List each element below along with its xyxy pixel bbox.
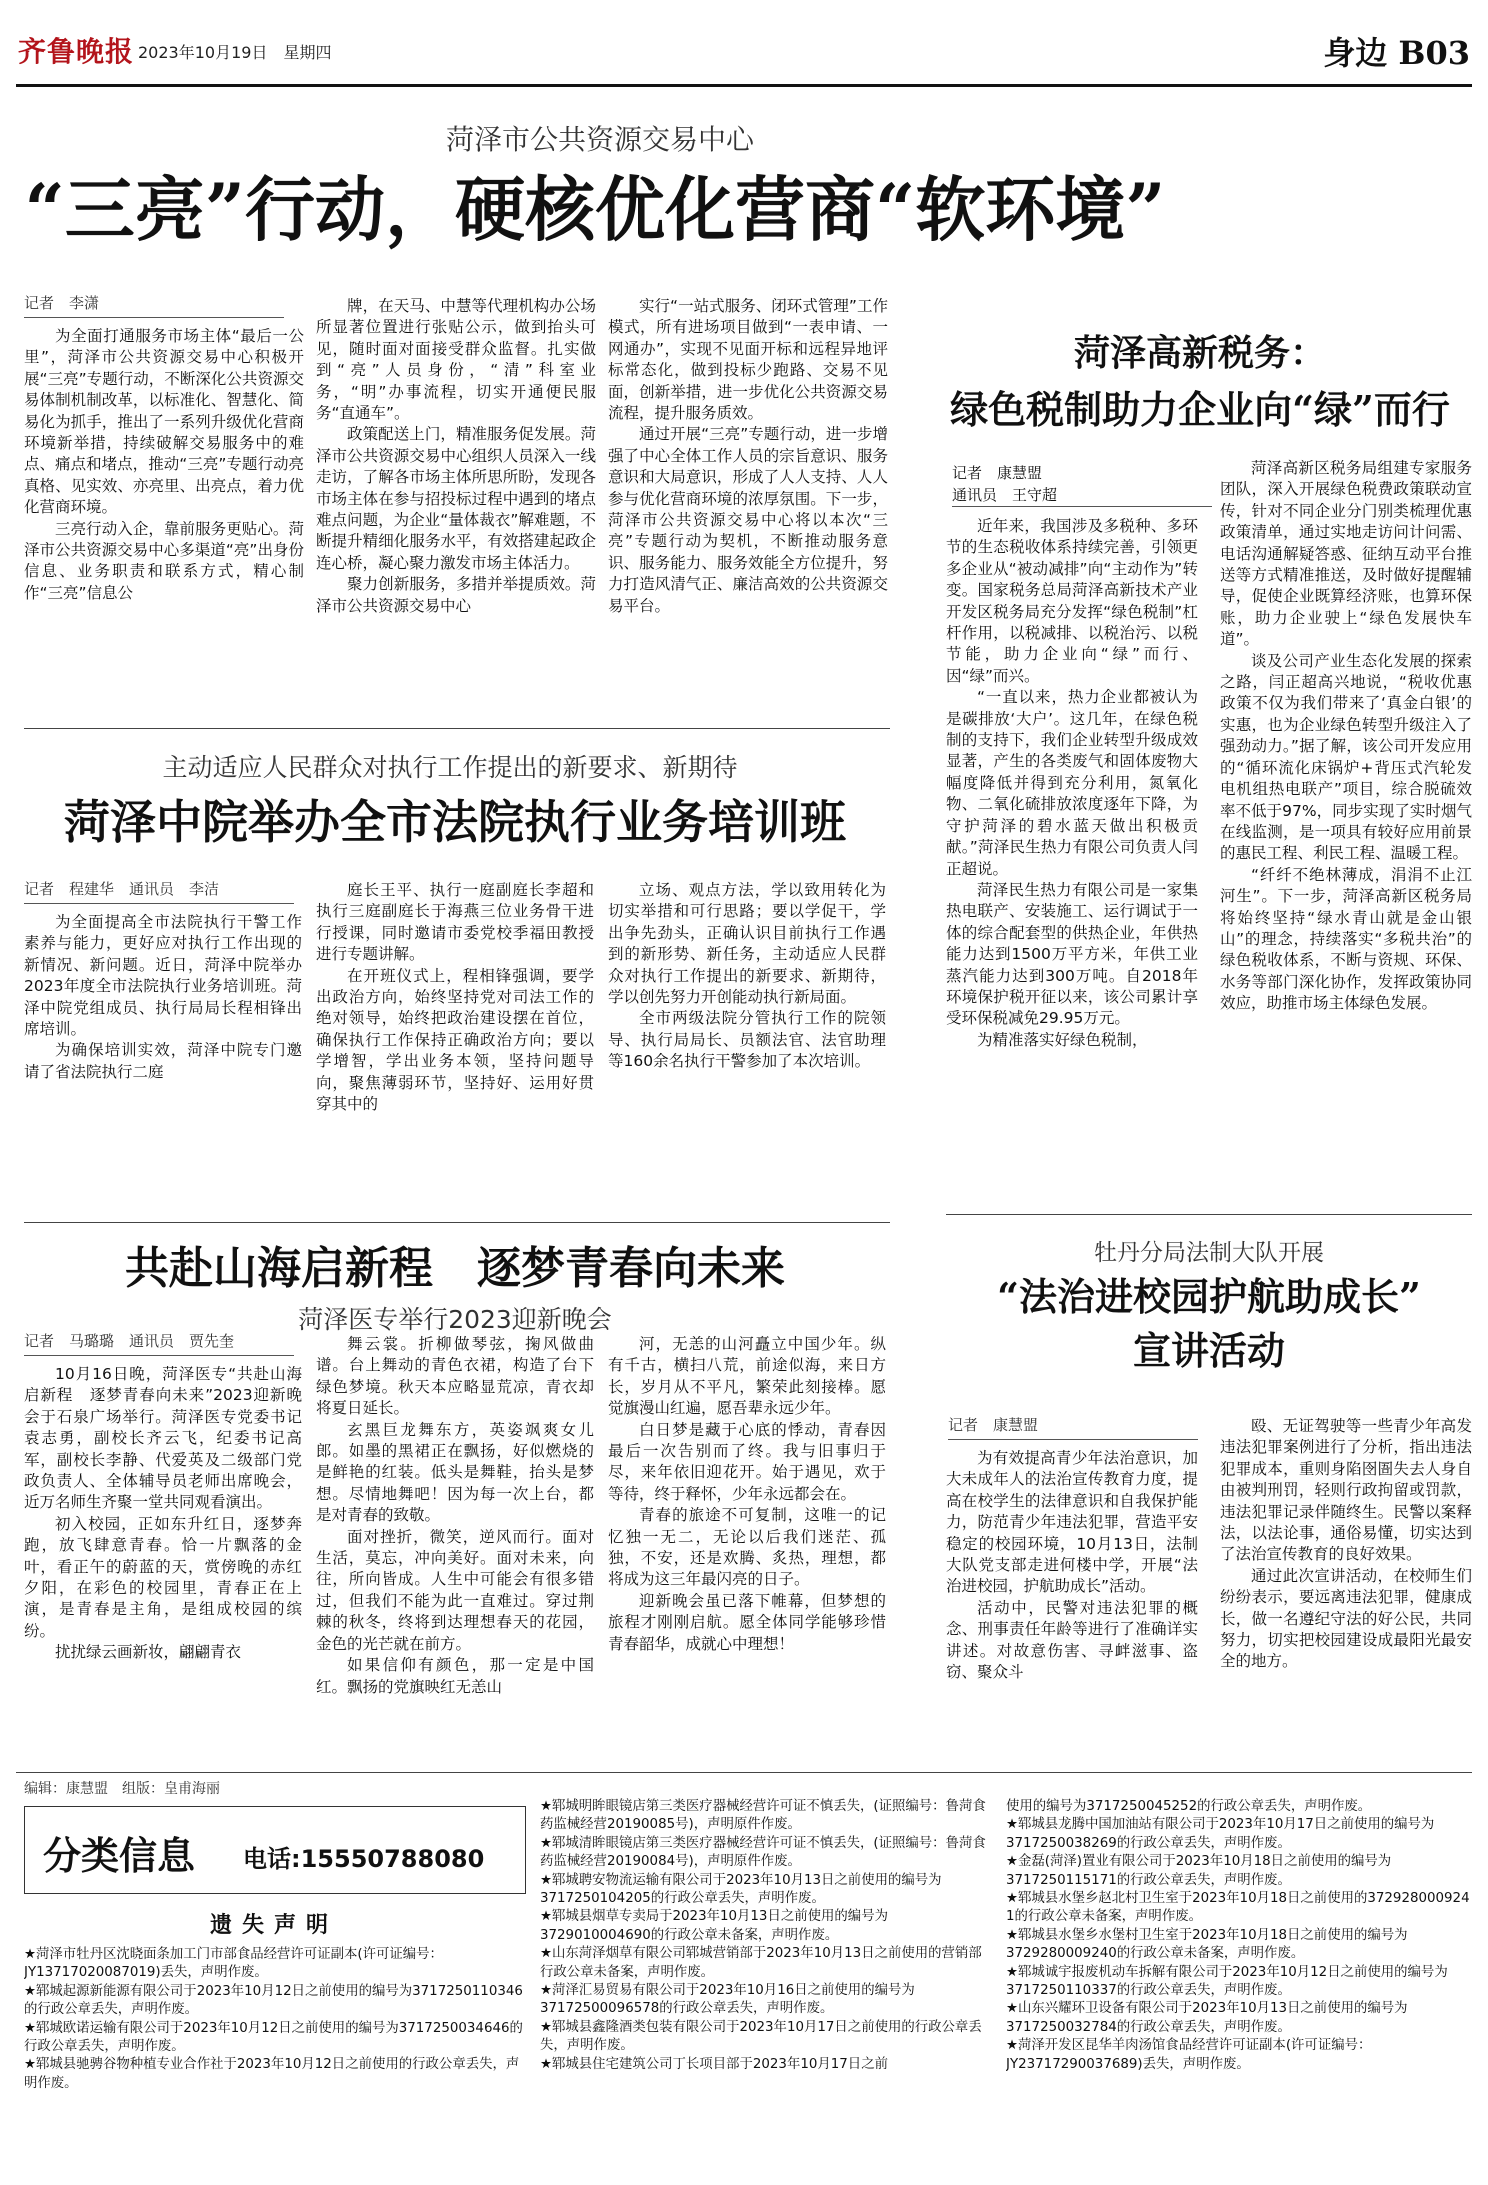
notice-item: ★郓城县水堡乡赵北村卫生室于2023年10月18日之前使用的372928000924​1的行政公章未备案，声明作废。 [1006,1891,1470,1925]
notice-item: ★郓城县鑫隆酒类包装有限公司于2023年10月17日之前使用的行政公章丢失，声明作废。 [540,2019,982,2054]
article3-column-3 [608,880,886,1212]
article3-title: 菏泽中院举办全市法院执行业务培训班 [64,795,846,849]
notice-item: ★郓城诚宇报废机动车拆解有限公司于2023年10月12日之前使用的编号为371725011033​7的行政公章丢失，声明作废。 [1006,1964,1448,1999]
article3-kicker: 主动适应人民群众对执行工作提出的新要求、新期待 [162,753,738,782]
masthead-date [138,40,331,63]
divider [16,1772,1472,1773]
section-label [1323,28,1470,74]
article2-title: 绿色税制助力企业向“绿”而行 [950,387,1450,432]
notice-item: ★金磊(菏泽)置业有限公司于2023年10月18日之前使用的编号为371725011517​1的行政公章丢失，声明作废。 [1006,1854,1392,1888]
paragraph: 牌，在天马、中慧等代理机构办公场所显著位置进行张贴公示，做到抬头可见，随时面对面接受群众监督。扎实做到“亮”人员身份，“清”科室业务，“明”办事流程，切实开通便民服务“直通车”。 [316,297,596,423]
article1-kicker: 菏泽市公共资源交易中心 [445,123,754,156]
paragraph: 菏泽民生热力有限公司是一家集热电联产、安装施工、运行调试于一体的综合配套型的供热企业，年供热能力达到1500万平方米，年供工业蒸汽能力达到300万吨。自2018年环境保护税开征以来，该公司累计享受环保税减免29.95万元。 [946,880,1198,1028]
byline-correspondent: 通讯员 王守超 [952,484,1212,507]
paragraph: 玄黑巨龙舞东方，英姿飒爽女儿郎。如墨的黑裙正在飘扬，好似燃烧的是鲜艳的红装。低头是舞鞋，抬头是梦想。尽情地舞吧！因为每一次上台，都是对青春的致敬。 [316,1420,594,1525]
paragraph: 全市两级法院分管执行工作的院领导、执行局局长、员额法官、法官助理等160余名执行干警参加了本次培训。 [608,1009,886,1071]
paragraph: 三亮行动入企，靠前服务更贴心。菏泽市公共资源交易中心多渠道“亮”出身份信息、业务职责和联系方式，精心制作“三亮”信息公 [24,519,304,602]
article5-column-1 [946,1448,1198,1760]
notice-item: ★山东兴耀环卫设备有限公司于2023年10月13日之前使用的编号为371725003278​4的行政公章丢失，声明作废。 [1006,2001,1408,2035]
notice-column-3 [1006,1798,1472,2178]
masthead-rule [16,84,1472,87]
paragraph: 谈及公司产业生态化发展的探索之路，闫正超高兴地说，“税收优惠政策不仅为我们带来了‘真金白银’的实惠，也为企业绿色转型升级注入了强劲动力。”据了解，该公司开发应用的“循环流化床锅炉+背压式汽轮发电机组热电联产”项目，综合脱硫效率不低于97%，同步实现了实时烟气在线监测，是一项具有较好应用前景的惠民工程、利民工程、温暖工程。 [1220,651,1472,863]
paragraph: 扰扰绿云画新妆，翩翩青衣 [55,1643,242,1662]
article1-column-1 [24,326,304,716]
notice-item: 使用的编号为371725004525​2的行政公章丢失，声明作废。 [1006,1799,1372,1814]
paragraph: 舞云裳。折柳做琴弦，掬风做曲谱。台上舞动的青色衣裙，构造了台下绿色梦境。秋天本应略显荒凉，青衣却将夏日延长。 [316,1335,594,1418]
date: 2023年10月19日 [138,43,268,62]
notice-item: ★菏泽开发区昆华羊肉汤馆食品经营许可证副本(许可证编号：JY23717290037689)丢失，声明作废。 [1006,2038,1372,2072]
paragraph: 迎新晚会虽已落下帷幕，但梦想的旅程才刚刚启航。愿全体同学能够珍惜青春韶华，成就心中理想！ [608,1591,886,1653]
article3-byline: 记者 程建华 通讯员 李洁 [24,878,294,904]
article5-byline: 记者 康慧盟 [948,1414,1198,1440]
notice-title: 遗失声明 [209,1913,338,1938]
page-number: B03 [1398,34,1470,72]
article5-column-2 [1220,1416,1472,1760]
paragraph: 活动中，民警对违法犯罪的概念、刑事责任年龄等进行了准确详实讲述。对故意伤害、寻衅滋事、盗窃、聚众斗 [946,1598,1198,1682]
classified-title: 分类信息 [43,1833,196,1878]
paragraph: 殴、无证驾驶等一些青少年高发违法犯罪案例进行了分析，指出违法犯罪成本，重则身陷囹圄失去人身自由被判刑罚，轻则行政拘留或罚款，违法犯罪记录伴随终生。民警以案释法，以法论事，通俗易懂，切实达到了法治宣传教育的良好效果。 [1220,1417,1472,1564]
editors-credit: 编辑：康慧盟 组版：皇甫海丽 [24,1781,220,1797]
notice-column-2 [540,1798,990,2178]
paragraph: 聚力创新服务，多措并举提质效。菏泽市公共资源交易中心 [316,575,596,615]
notice-item: ★郓城起源新能源有限公司于2023年10月12日之前使用的编号为371725011034​6的行政公章丢失，声明作废。 [24,1983,523,2018]
notice-item: ★郓城县驰骋谷物种植专业合作社于2023年10月12日之前使用的行政公章丢失，声明作废。 [24,2057,520,2091]
divider [946,1214,1472,1215]
article4-column-2 [316,1334,594,1760]
divider [24,728,890,729]
notice-item: ★菏泽市牡丹区沈晓面条加工门市部食品经营许可证副本(许可证编号：JY13717020087019)丢失，声明作废。 [24,1947,443,1981]
paragraph: 在开班仪式上，程相锋强调，要学出政治方向，始终坚持党对司法工作的绝对领导，始终把政治建设摆在首位，确保执行工作保持正确政治方向；要以学增智，学出业务本领，坚持问题导向，聚焦薄弱环节，坚持好、运用好贯穿其中的 [316,966,594,1114]
paragraph: 实行“一站式服务、闭环式管理”工作模式，所有进场项目做到“一表申请、一网通办”，实现不见面开标和远程异地评标常态化，做到投标少跑路、交易不见面，创新举措，进一步优化公共资源交易流程，提升服务质效。 [608,297,888,423]
paragraph: 为精准落实好绿色税制， [977,1030,1148,1049]
paragraph: 庭长王平、执行一庭副庭长李超和执行三庭副庭长于海燕三位业务骨干进行授课，同时邀请市委党校季福田教授进行专题讲解。 [316,881,594,964]
article5-kicker: 牡丹分局法制大队开展 [1094,1240,1324,1266]
divider [24,1222,890,1223]
paragraph: 近年来，我国涉及多税种、多环节的生态税收体系持续完善，引领更多企业从“被动减排”向“主动作为”转变。国家税务总局菏泽高新技术产业开发区税务局充分发挥“绿色税制”杠杆作用，以税减排、以税治污、以税节能，助力企业向“绿”而行、因“绿”而兴。 [946,517,1198,685]
notice-column-1 [24,1946,524,2176]
paragraph: 菏泽高新区税务局组建专家服务团队，深入开展绿色税费政策联动宣传，针对不同企业分门别类梳理优惠政策清单，通过实地走访问计问需、电话沟通解疑答惑、征纳互动平台推送等方式精准推送，及时做好提醒辅导，促使企业既算经济账，也算环保账，助力企业驶上“绿色发展快车道”。 [1220,459,1472,649]
notice-item: ★郓城县龙腾中国加油站有限公司于2023年10月17日之前使用的编号为371725003826​9的行政公章丢失，声明作废。 [1006,1817,1435,1851]
paragraph: “一直以来，热力企业都被认为是碳排放‘大户’。这几年，在绿色税制的支持下，我们企业转型升级成效显著，产生的各类废气和固体废物大幅度降低并得到充分利用，氮氧化物、二氧化硫排放浓度逐年下降，为守护菏泽的碧水蓝天做出积极贡献。”菏泽民生热力有限公司负责人闫正超说。 [946,688,1198,878]
paragraph: 为全面提高全市法院执行干警工作素养与能力，更好应对执行工作出现的新情况、新问题。近日，菏泽中院举办2023年度全市法院执行业务培训班。菏泽中院党组成员、执行局局长程相锋出席培训。 [24,913,302,1039]
notice-item: ★郓城欧诺运输有限公司于2023年10月12日之前使用的编号为371725003464​6的行政公章丢失，声明作废。 [24,2020,523,2055]
paragraph: “纤纤不绝林薄成，涓涓不止江河生”。下一步，菏泽高新区税务局将始终坚持“绿水青山就是金山银山”的理念，持续落实“多税共治”的绿色税收体系，不断与资规、环保、水务等部门深化协作，发挥政策协同效应，助推市场主体绿色发展。 [1220,865,1472,1013]
paragraph: 为全面打通服务市场主体“最后一公里”，菏泽市公共资源交易中心积极开展“三亮”专题行动，不断深化公共资源交易体制机制改革，以标准化、智慧化、简易化为抓手，推出了一系列升级优化营商环境新举措，持续破解交易服务中的难点、痛点和堵点，推动“三亮”专题行动亮真格、见实效、亦亮里、出亮点，着力优化营商环境。 [24,327,304,517]
section-name: 身边 [1323,34,1388,72]
notice-item: ★郓城聘安物流运输有限公司于2023年10月13日之前使用的编号为371725010420​5的行政公章丢失，声明作废。 [540,1872,942,1907]
paragraph: 10月16日晚，菏泽医专“共赴山海启新程 逐梦青春向未来”2023迎新晚会于石泉广场举行。菏泽医专党委书记袁志勇，副校长齐云飞，纪委书记高军，副校长李静、代爱英及二级部门党政负责人、全体辅导员老师出席晚会，近万名师生齐聚一堂共同观看演出。 [24,1365,302,1512]
paragraph: 青春的旅途不可复制，这唯一的记忆独一无二，无论以后我们迷茫、孤独，不安，还是欢腾、炙热，理想，都将成为这三年最闪亮的日子。 [608,1506,886,1589]
weekday: 星期四 [283,43,332,62]
article2-column-1 [946,516,1198,1606]
paragraph: 通过此次宣讲活动，在校师生们纷纷表示，要远离违法犯罪，健康成长，做一名遵纪守法的好公民，共同努力，切实把校园建设成最阳光最安全的地方。 [1220,1566,1472,1671]
paragraph: 如果信仰有颜色，那一定是中国红。飘扬的党旗映红无恙山 [316,1656,594,1696]
article4-column-1 [24,1364,302,1760]
article1-column-3 [608,296,888,716]
article1-title: “三亮”行动，硬核优化营商“软环境” [24,168,1166,251]
paragraph: 为有效提高青少年法治意识，加大未成年人的法治宣传教育力度，提高在校学生的法律意识和自我保护能力，防范青少年违法犯罪，营造平安稳定的校园环境，10月13日，法制大队党支部走进何楼中学，开展“法治进校园，护航助成长”活动。 [946,1449,1198,1596]
paragraph: 立场、观点方法，学以致用转化为切实举措和可行思路；要以学促干，学出争先劲头，正确认识目前执行工作遇到的新形势、新任务，主动适应人民群众对执行工作提出的新要求、新期待，学以创先努力开创能动执行新局面。 [608,881,886,1007]
notice-item: ★郓城县烟草专卖局于2023年10月13日之前使用的编号为372901000469​0的行政公章未备案，声明作废。 [540,1909,888,1943]
paragraph: 初入校园，正如东升红日，逐梦奔跑，放飞肆意青春。恰一片飘落的金叶，看正午的蔚蓝的天，赏傍晚的赤红夕阳，在彩色的校园里，青春正在上演，是青春是主角，是组成校园的缤纷。 [24,1514,302,1640]
paragraph: 政策配送上门，精准服务促发展。菏泽市公共资源交易中心组织人员深入一线走访，了解各市场主体所思所盼，发现各市场主体在参与招投标过程中遇到的堵点难点问题，为企业“量体裁衣”解难题，不断提升精细化服务水平，有效搭建起政企连心桥，凝心聚力激发市场主体活力。 [316,425,596,572]
byline-reporter: 记者 康慧盟 [952,464,1043,482]
article1-byline: 记者 李潇 [24,292,284,318]
notice-item: ★郓城明眸眼镜店第三类医疗器械经营许可证不慎丢失，(证照编号：鲁菏食药监械经营20190085号)，声明原件作废。 [540,1799,986,1833]
article3-column-2 [316,880,594,1212]
article5-title-line1: “法治进校园护航助成长” [997,1274,1421,1319]
article3-column-1 [24,912,302,1212]
paragraph: 为确保培训实效，菏泽中院专门邀请了省法院执行二庭 [24,1041,302,1081]
paragraph: 河，无恙的山河矗立中国少年。纵有千古，横扫八荒，前途似海，来日方长，岁月从不平凡，繁荣此刻接棒。愿觉旗漫山红遍，愿吾辈永远少年。 [608,1335,886,1418]
paper-logo: 齐鲁晚报 [18,35,135,68]
notice-item: ★山东菏泽烟草有限公司郓城营销部于2023年10月13日之前使用的营销部行政公章未备案，声明作废。 [540,1946,982,1980]
article4-column-3 [608,1334,886,1760]
classified-header [24,1806,526,1894]
notice-item: ★郓城县住宅建筑公司丁长项目部于2023年10月17日之前 [540,2056,888,2072]
paragraph: 面对挫折，微笑，逆风而行。面对生活，莫忘，冲向美好。面对未来，向往，所向皆成。人生中可能会有很多错过，但我们不能为此一直难过。穿过荆棘的秋冬，终将到达理想春天的花园，金色的光芒就在前方。 [316,1527,594,1653]
article2-kicker: 菏泽高新税务： [1073,332,1326,374]
article5-title-line2: 宣讲活动 [1132,1328,1285,1373]
classified-phone: 电话:15550788080 [243,1845,485,1873]
notice-item: ★菏泽汇易贸易有限公司于2023年10月16日之前使用的编号为371725000965​78的行政公章丢失，声明作废。 [540,1983,915,2017]
paragraph: 白日梦是藏于心底的悸动，青春因最后一次告别而了终。我与旧事归于尽，来年依旧迎花开。始于遇见，欢于等待，终于释怀，少年永远都会在。 [608,1420,886,1503]
paragraph: 通过开展“三亮”专题行动，进一步增强了中心全体工作人员的宗旨意识、服务意识和大局意识，形成了人人支持、人人参与优化营商环境的浓厚氛围。下一步，菏泽市公共资源交易中心将以本次“三亮”专题行动为契机，不断推动服务意识、服务能力、服务效能全方位提升，努力打造风清气正、廉洁高效的公共资源交易平台。 [608,425,888,615]
article4-subtitle: 菏泽医专举行2023迎新晚会 [298,1305,612,1334]
article4-byline: 记者 马璐璐 通讯员 贾先奎 [24,1330,294,1356]
article2-byline [952,462,1212,507]
article4-title: 共赴山海启新程 逐梦青春向未来 [125,1243,785,1294]
article1-column-2 [316,296,596,716]
notice-item: ★郓城县水堡乡水堡村卫生室于2023年10月18日之前使用的编号为372928000924​0的行政公章未备案，声明作废。 [1006,1927,1408,1962]
notice-item: ★郓城清眸眼镜店第三类医疗器械经营许可证不慎丢失，(证照编号：鲁菏食药监械经营20190084号)，声明原件作废。 [540,1835,986,1870]
